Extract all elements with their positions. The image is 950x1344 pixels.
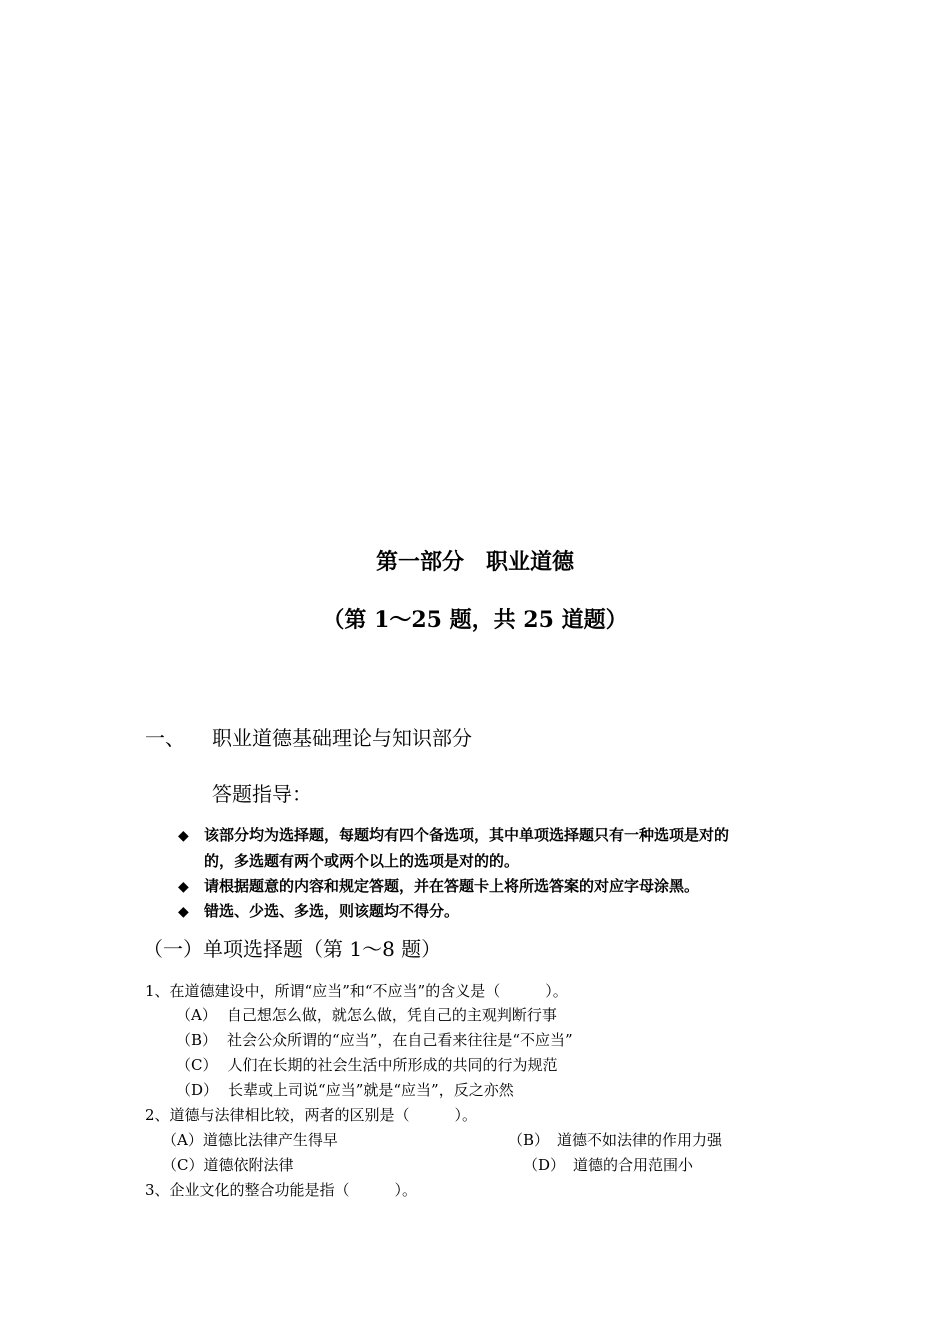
diamond-bullet-icon: ◆ [178, 904, 189, 920]
part-title: 第一部分 职业道德 [375, 549, 574, 575]
question-3-stem: 3、企业文化的整合功能是指（ ）。 [145, 1181, 418, 1199]
question-1-stem: 1、在道德建设中，所谓“应当”和“不应当”的含义是（ ）。 [145, 982, 568, 1000]
subsection-title: （一）单项选择题（第 1～8 题） [143, 937, 442, 961]
guide-heading: 答题指导： [212, 782, 312, 806]
q2-option-d: （D） 道德的合用范围小 [523, 1156, 694, 1174]
part-subtitle: （第 1～25 题，共 25 道题） [322, 607, 628, 633]
q2-option-c: （C）道德依附法律 [162, 1156, 294, 1174]
q1-option-d: （D） 长辈或上司说“应当”就是“应当”，反之亦然 [176, 1081, 514, 1099]
q1-option-b: （B） 社会公众所谓的“应当”，在自己看来往往是“不应当” [176, 1031, 573, 1049]
question-2-stem: 2、道德与法律相比较，两者的区别是（ ）。 [145, 1106, 478, 1124]
diamond-bullet-icon: ◆ [178, 828, 189, 844]
q1-option-c: （C） 人们在长期的社会生活中所形成的共同的行为规范 [176, 1056, 558, 1074]
guide-item-2: ◆ 请根据题意的内容和规定答题，并在答题卡上将所选答案的对应字母涂黑。 [178, 877, 700, 895]
guide-item-3: ◆ 错选、少选、多选，则该题均不得分。 [178, 902, 460, 920]
q2-option-b: （B） 道德不如法律的作用力强 [508, 1131, 723, 1149]
guide-item-1-cont: 的，多选题有两个或两个以上的选项是对的的。 [204, 852, 520, 870]
guide-item-1: ◆ 该部分均为选择题，每题均有四个备选项，其中单项选择题只有一种选项是对的 [178, 826, 730, 844]
diamond-bullet-icon: ◆ [178, 879, 189, 895]
q1-option-a: （A） 自己想怎么做，就怎么做，凭自己的主观判断行事 [176, 1006, 557, 1024]
section-number: 一、 [145, 726, 185, 750]
q2-option-a: （A）道德比法律产生得早 [162, 1131, 338, 1149]
section-title: 职业道德基础理论与知识部分 [212, 726, 472, 750]
